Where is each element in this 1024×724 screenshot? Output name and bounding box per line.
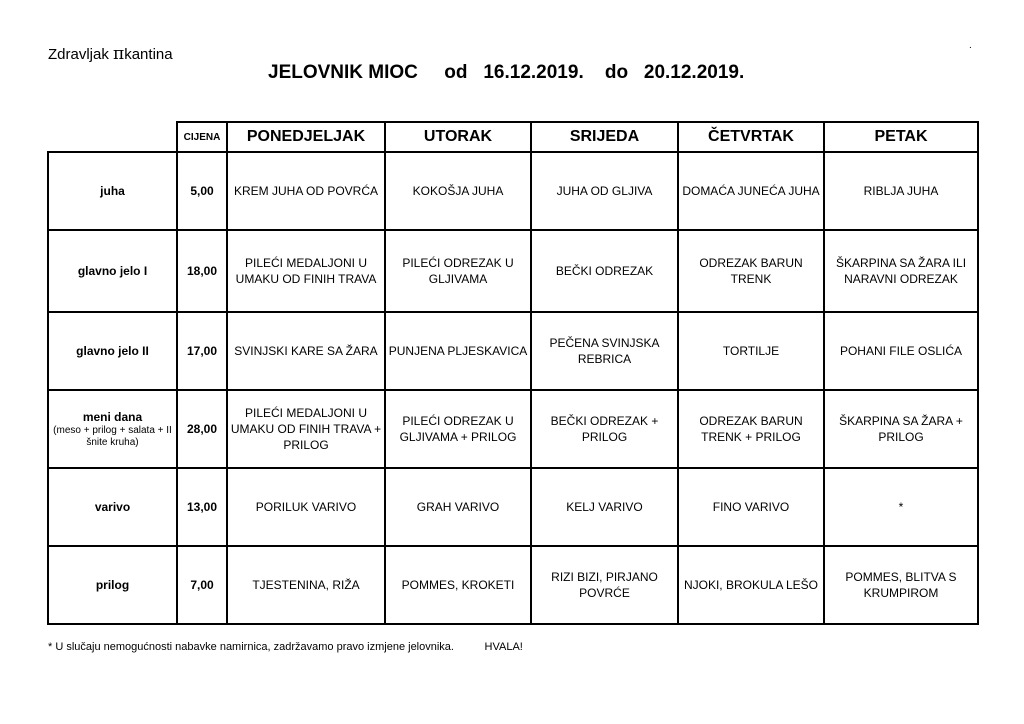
category-cell bbox=[48, 468, 177, 546]
dish-cell-wednesday: KELJ VARIVO bbox=[531, 468, 678, 546]
dish-cell-monday: TJESTENINA, RIŽA bbox=[227, 546, 385, 624]
dish-cell-wednesday: JUHA OD GLJIVA bbox=[531, 152, 678, 230]
category-cell bbox=[48, 230, 177, 312]
brand-suffix: kantina bbox=[124, 46, 173, 63]
price-cell: 28,00 bbox=[177, 390, 227, 468]
dish-cell-monday: PILEĆI MEDALJONI U UMAKU OD FINIH TRAVA bbox=[227, 230, 385, 312]
dish-cell-thursday: ODREZAK BARUN TRENK + PRILOG bbox=[678, 390, 824, 468]
pi-logo-icon: π bbox=[113, 44, 125, 64]
category-label: prilog bbox=[95, 578, 130, 592]
price-column-header: CIJENA bbox=[177, 122, 227, 152]
category-label: meni dana bbox=[82, 410, 143, 424]
dish-cell-wednesday: BEČKI ODREZAK bbox=[531, 230, 678, 312]
dish-cell-monday: PILEĆI MEDALJONI U UMAKU OD FINIH TRAVA + PRILOG bbox=[227, 390, 385, 468]
category-label: juha bbox=[100, 184, 125, 198]
category-cell bbox=[48, 390, 177, 468]
dish-cell-tuesday: KOKOŠJA JUHA bbox=[385, 152, 531, 230]
category-label: glavno jelo I bbox=[77, 264, 148, 278]
dish-cell-friday: * bbox=[824, 468, 978, 546]
dish-cell-tuesday: PILEĆI ODREZAK U GLJIVAMA bbox=[385, 230, 531, 312]
dish-cell-wednesday: BEČKI ODREZAK + PRILOG bbox=[531, 390, 678, 468]
price-cell: 5,00 bbox=[177, 152, 227, 230]
day-header-monday: PONEDJELJAK bbox=[227, 122, 385, 152]
footnote-text: * U slučaju nemogućnosti nabavke namirnica, zadržavamo pravo izmjene jelovnika. bbox=[48, 641, 454, 653]
dish-cell-thursday: ODREZAK BARUN TRENK bbox=[678, 230, 824, 312]
footnote bbox=[48, 641, 523, 653]
day-header-friday: PETAK bbox=[824, 122, 978, 152]
dish-cell-tuesday: PILEĆI ODREZAK U GLJIVAMA + PRILOG bbox=[385, 390, 531, 468]
table-row bbox=[48, 152, 978, 230]
dish-cell-tuesday: POMMES, KROKETI bbox=[385, 546, 531, 624]
corner-dot: . bbox=[969, 40, 972, 51]
table-header-row bbox=[48, 122, 978, 152]
category-cell bbox=[48, 152, 177, 230]
price-cell: 7,00 bbox=[177, 546, 227, 624]
category-cell bbox=[48, 546, 177, 624]
day-header-thursday: ČETVRTAK bbox=[678, 122, 824, 152]
dish-cell-friday: POMMES, BLITVA S KRUMPIROM bbox=[824, 546, 978, 624]
dish-cell-friday: POHANI FILE OSLIĆA bbox=[824, 312, 978, 390]
dish-cell-thursday: NJOKI, BROKULA LEŠO bbox=[678, 546, 824, 624]
dish-cell-friday: ŠKARPINA SA ŽARA + PRILOG bbox=[824, 390, 978, 468]
dish-cell-tuesday: PUNJENA PLJESKAVICA bbox=[385, 312, 531, 390]
table-row bbox=[48, 546, 978, 624]
table-row bbox=[48, 390, 978, 468]
price-cell: 17,00 bbox=[177, 312, 227, 390]
thanks-text: HVALA! bbox=[484, 641, 523, 653]
dish-cell-tuesday: GRAH VARIVO bbox=[385, 468, 531, 546]
dish-cell-monday: PORILUK VARIVO bbox=[227, 468, 385, 546]
brand-name bbox=[48, 44, 173, 64]
table-row bbox=[48, 468, 978, 546]
category-label: varivo bbox=[94, 500, 131, 514]
dish-cell-thursday: TORTILJE bbox=[678, 312, 824, 390]
dish-cell-friday: ŠKARPINA SA ŽARA ILI NARAVNI ODREZAK bbox=[824, 230, 978, 312]
dish-cell-wednesday: PEČENA SVINJSKA REBRICA bbox=[531, 312, 678, 390]
day-header-wednesday: SRIJEDA bbox=[531, 122, 678, 152]
price-cell: 18,00 bbox=[177, 230, 227, 312]
dish-cell-thursday: FINO VARIVO bbox=[678, 468, 824, 546]
dish-cell-thursday: DOMAĆA JUNEĆA JUHA bbox=[678, 152, 824, 230]
price-cell: 13,00 bbox=[177, 468, 227, 546]
dish-cell-wednesday: RIZI BIZI, PIRJANO POVRĆE bbox=[531, 546, 678, 624]
dish-cell-monday: SVINJSKI KARE SA ŽARA bbox=[227, 312, 385, 390]
brand-prefix: Zdravljak bbox=[48, 46, 109, 63]
category-cell bbox=[48, 312, 177, 390]
table-row bbox=[48, 312, 978, 390]
category-label: glavno jelo II bbox=[76, 344, 149, 358]
menu-table bbox=[47, 121, 979, 625]
dish-cell-monday: KREM JUHA OD POVRĆA bbox=[227, 152, 385, 230]
header-blank-cell bbox=[48, 122, 177, 152]
category-note: (meso + prilog + salata + II šnite kruha) bbox=[53, 425, 172, 448]
page-title: JELOVNIK MIOC od 16.12.2019. do 20.12.2019. bbox=[268, 62, 745, 83]
day-header-tuesday: UTORAK bbox=[385, 122, 531, 152]
dish-cell-friday: RIBLJA JUHA bbox=[824, 152, 978, 230]
table-row bbox=[48, 230, 978, 312]
